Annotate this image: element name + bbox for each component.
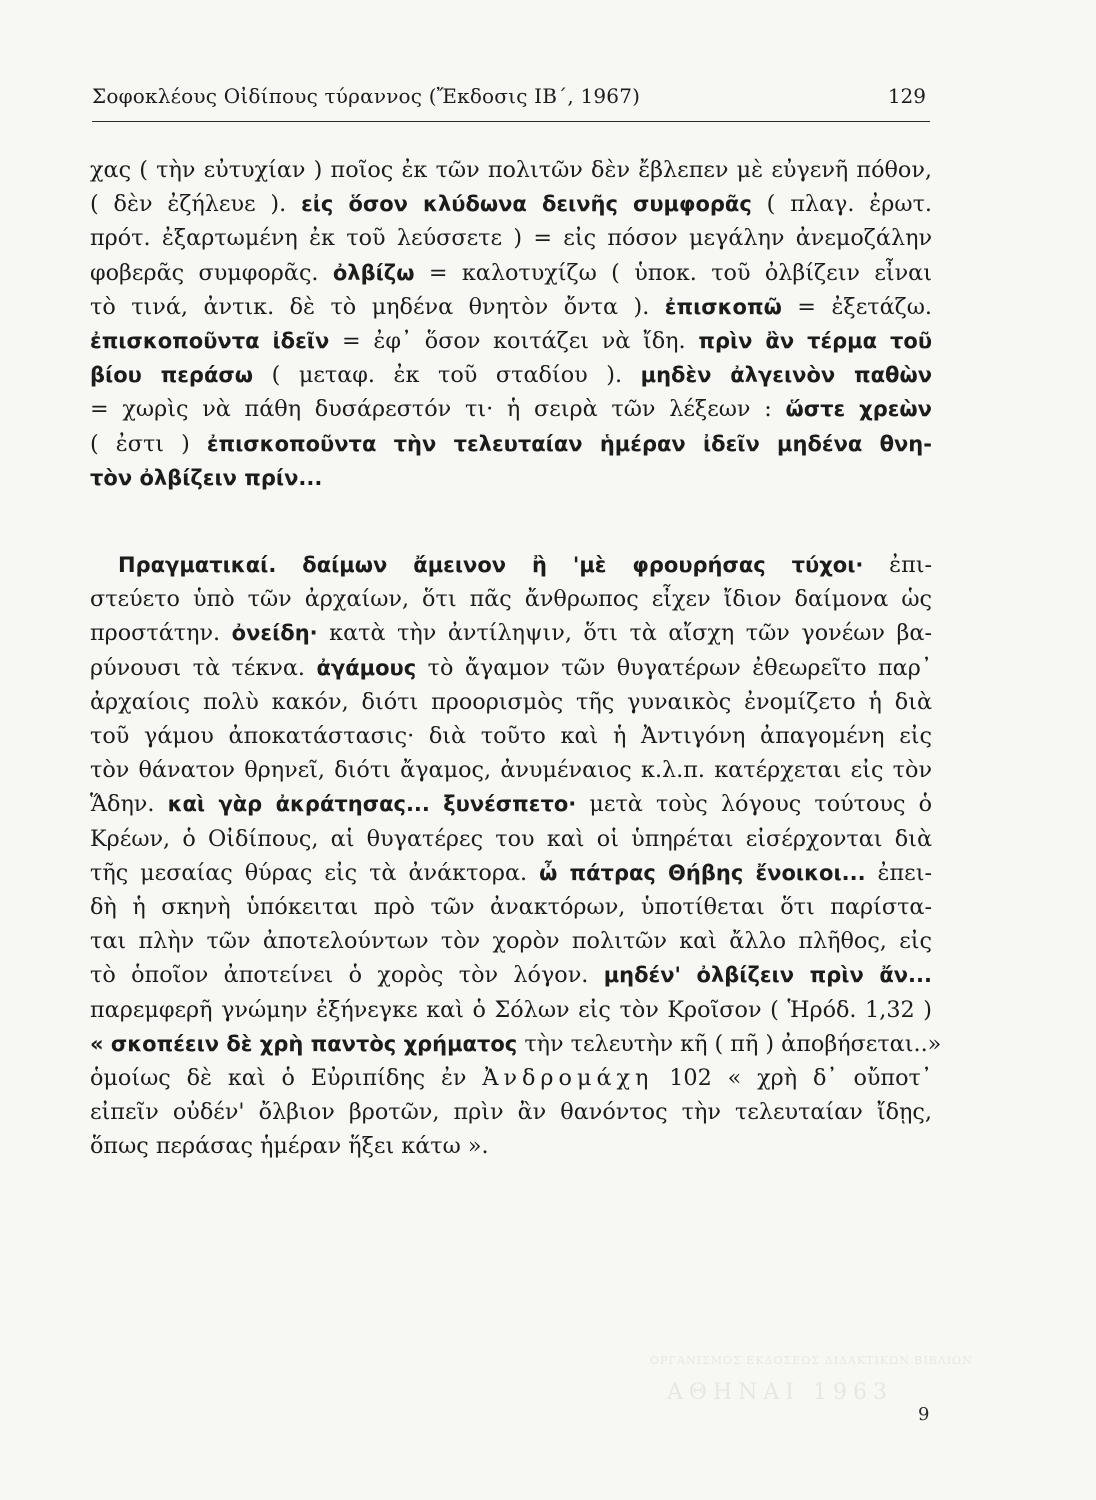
lemma-bold: μηδέν' ὀλβίζειν πρὶν ἄν... <box>603 963 932 988</box>
lemma-bold: βίου περάσω <box>90 363 253 388</box>
running-header <box>92 84 930 124</box>
lemma-bold: ἐπισκοπῶ <box>664 294 782 319</box>
text-line: ρύνουσι τὰ τέκνα. ἀγάμους τὸ ἄγαμον τῶν θυγατέρων ἐθεωρεῖτο παρ᾿ <box>90 654 932 681</box>
section-heading: Πραγματικαί. <box>118 553 303 577</box>
lemma-bold: εἰς ὅσον κλύδωνα δεινῆς συμφορᾶς <box>301 192 752 217</box>
lemma-bold: τὸν ὀλβίζειν πρίν... <box>90 465 323 490</box>
text-line: στεύετο ὑπὸ τῶν ἀρχαίων, ὅτι πᾶς ἄνθρωπος εἶχεν ἴδιον δαίμονα ὡς <box>90 586 932 613</box>
commentary-paragraph-2 <box>90 548 942 1164</box>
header-rule <box>92 121 930 122</box>
lemma-bold: ἀγάμους <box>316 655 417 680</box>
header-page-number: 129 <box>887 84 926 108</box>
text-line: τὸν θάνατον θρηνεῖ, διότι ἄγαμος, ἀνυμέναιος κ.λ.π. κατέρχεται εἰς τὸν <box>90 757 932 784</box>
text-line: Κρέων, ὁ Οἰδίπους, αἱ θυγατέρες του καὶ οἱ ὑπηρέται εἰσέρχονται διὰ <box>90 825 932 852</box>
text-line: παρεμφερῆ γνώμην ἐξήνεγκε καὶ ὁ Σόλων εἰς τὸν Κροῖσον ( Ἡρόδ. 1,32 ) <box>90 996 932 1023</box>
text-line: χας ( τὴν εὐτυχίαν ) ποῖος ἐκ τῶν πολιτῶν δὲν ἔβλεπεν μὲ εὐγενῆ πόθον, <box>90 157 932 183</box>
bleed-through-text: ΟΡΓΑΝΙΣΜΟΣ ΕΚΔΟΣΕΩΣ ΔΙΔΑΚΤΙΚΩΝ ΒΙΒΛΙΩΝ ΑΘΗΝΑΙ 1963 <box>650 1354 973 1405</box>
lemma-bold: ὀνείδη· <box>231 621 318 646</box>
lemma-bold: μηδὲν ἀλγεινὸν παθὼν <box>640 363 932 388</box>
text-line: Ἅδην. καὶ γὰρ ἀκράτησας... ξυνέσπετο· μετὰ τοὺς λόγους τούτους ὁ <box>90 791 933 818</box>
text-line: ἐπισκοποῦντα ἰδεῖν = ἐφ᾿ ὅσον κοιτάζει νὰ ἴδη. πρὶν ἂν τέρμα τοῦ <box>90 328 933 355</box>
commentary-paragraph-1 <box>90 153 932 495</box>
lemma-bold: ὥστε χρεὼν <box>785 397 932 422</box>
text-line: δὴ ἡ σκηνὴ ὑπόκειται πρὸ τῶν ἀνακτόρων, ὑποτίθεται ὅτι παρίστα- <box>90 894 932 921</box>
text-line: εἰπεῖν οὐδέν' ὄλβιον βροτῶν, πρὶν ἂν θανόντος τὴν τελευταίαν ἴδῃς, <box>90 1099 932 1126</box>
lemma-bold: ὦ πάτρας Θήβης ἔνοικοι... <box>539 860 866 885</box>
text-line: ἀρχαίοις πολὺ κακόν, διότι προορισμὸς τῆς γυναικὸς ἐνομίζετο ἡ διὰ <box>90 688 932 715</box>
text-line: πρότ. ἐξαρτωμένη ἐκ τοῦ λεύσσετε ) = εἰς πόσον μεγάλην ἀνεμοζάλην <box>90 225 932 252</box>
text-line: ται πλὴν τῶν ἀποτελούντων τὸν χορὸν πολιτῶν καὶ ἄλλο πλῆθος, εἰς <box>90 928 932 955</box>
lemma-bold: πρὶν ἂν τέρμα τοῦ <box>698 329 933 354</box>
lemma-bold: καὶ γὰρ ἀκράτησας... ξυνέσπετο· <box>167 792 577 817</box>
text-line: τοῦ γάμου ἀποκατάστασις· διὰ τοῦτο καὶ ἡ Ἀντιγόνη ἀπαγομένη εἰς <box>90 723 932 750</box>
text-line: = χωρὶς νὰ πάθη δυσάρεστόν τι· ἡ σειρὰ τῶν λέξεων : ὥστε χρεὼν <box>90 396 932 423</box>
text-line: τὸ ὁποῖον ἀποτείνει ὁ χορὸς τὸν λόγον. μηδέν' ὀλβίζειν πρὶν ἄν... <box>90 962 932 989</box>
text-line: ( δὲν ἐζήλευε ). εἰς ὅσον κλύδωνα δεινῆς συμφορᾶς ( πλαγ. ἐρωτ. <box>90 191 932 218</box>
text-line: φοβερᾶς συμφορᾶς. ὀλβίζω = καλοτυχίζω ( ὑποκ. τοῦ ὀλβίζειν εἶναι <box>90 259 932 286</box>
lemma-bold: ἐπισκοποῦντα τὴν τελευταίαν ἡμέραν ἰδεῖν μηδένα θνη- <box>206 431 932 456</box>
text-line: τὸ τινά, ἀντικ. δὲ τὸ μηδένα θνητὸν ὄντα ). ἐπισκοπῶ = ἐξετάζω. <box>90 293 932 320</box>
text-line: ὁμοίως δὲ καὶ ὁ Εὐριπίδης ἐν Ἀνδρομάχη 102 « χρὴ δ᾿ οὔποτ᾿ <box>90 1065 932 1092</box>
text-line: προστάτην. ὀνείδη· κατὰ τὴν ἀντίληψιν, ὅτι τὰ αἴσχη τῶν γονέων βα- <box>90 620 932 647</box>
folio-number: 9 <box>918 1404 930 1425</box>
text-line <box>90 461 932 495</box>
text-line: Πραγματικαί. δαίμων ἄμεινον ἢ 'μὲ φρουρήσας τύχοι· ἐπι- <box>118 552 932 578</box>
text-line: ( ἐστι ) ἐπισκοποῦντα τὴν τελευταίαν ἡμέραν ἰδεῖν μηδένα θνη- <box>90 430 932 457</box>
spaced-title: Ἀνδρομάχη <box>482 1065 654 1092</box>
text-line: « σκοπέειν δὲ χρὴ παντὸς χρήματος τὴν τελευτὴν κῆ ( πῆ ) ἀποβήσεται..» <box>90 1030 942 1057</box>
lemma-bold: « σκοπέειν δὲ χρὴ παντὸς χρήματος <box>90 1031 518 1056</box>
text-line: ὅπως περάσας ἡμέραν ἥξει κάτω ». <box>90 1133 489 1160</box>
lemma-bold: ὀλβίζω <box>332 260 415 285</box>
text-line: βίου περάσω ( μεταφ. ἐκ τοῦ σταδίου ). μηδὲν ἀλγεινὸν παθὼν <box>90 362 932 389</box>
lemma-bold: ἐπισκοποῦντα ἰδεῖν <box>90 329 330 354</box>
header-title: Σοφοκλέους Οἰδίπους τύραννος (Ἔκδοσις ΙΒ΄, 1967) <box>92 84 641 108</box>
lemma-bold: δαίμων ἄμεινον ἢ 'μὲ φρουρήσας τύχοι· <box>302 553 864 577</box>
text-line: τῆς μεσαίας θύρας εἰς τὰ ἀνάκτορα. ὦ πάτρας Θήβης ἔνοικοι... ἐπει- <box>90 859 932 886</box>
